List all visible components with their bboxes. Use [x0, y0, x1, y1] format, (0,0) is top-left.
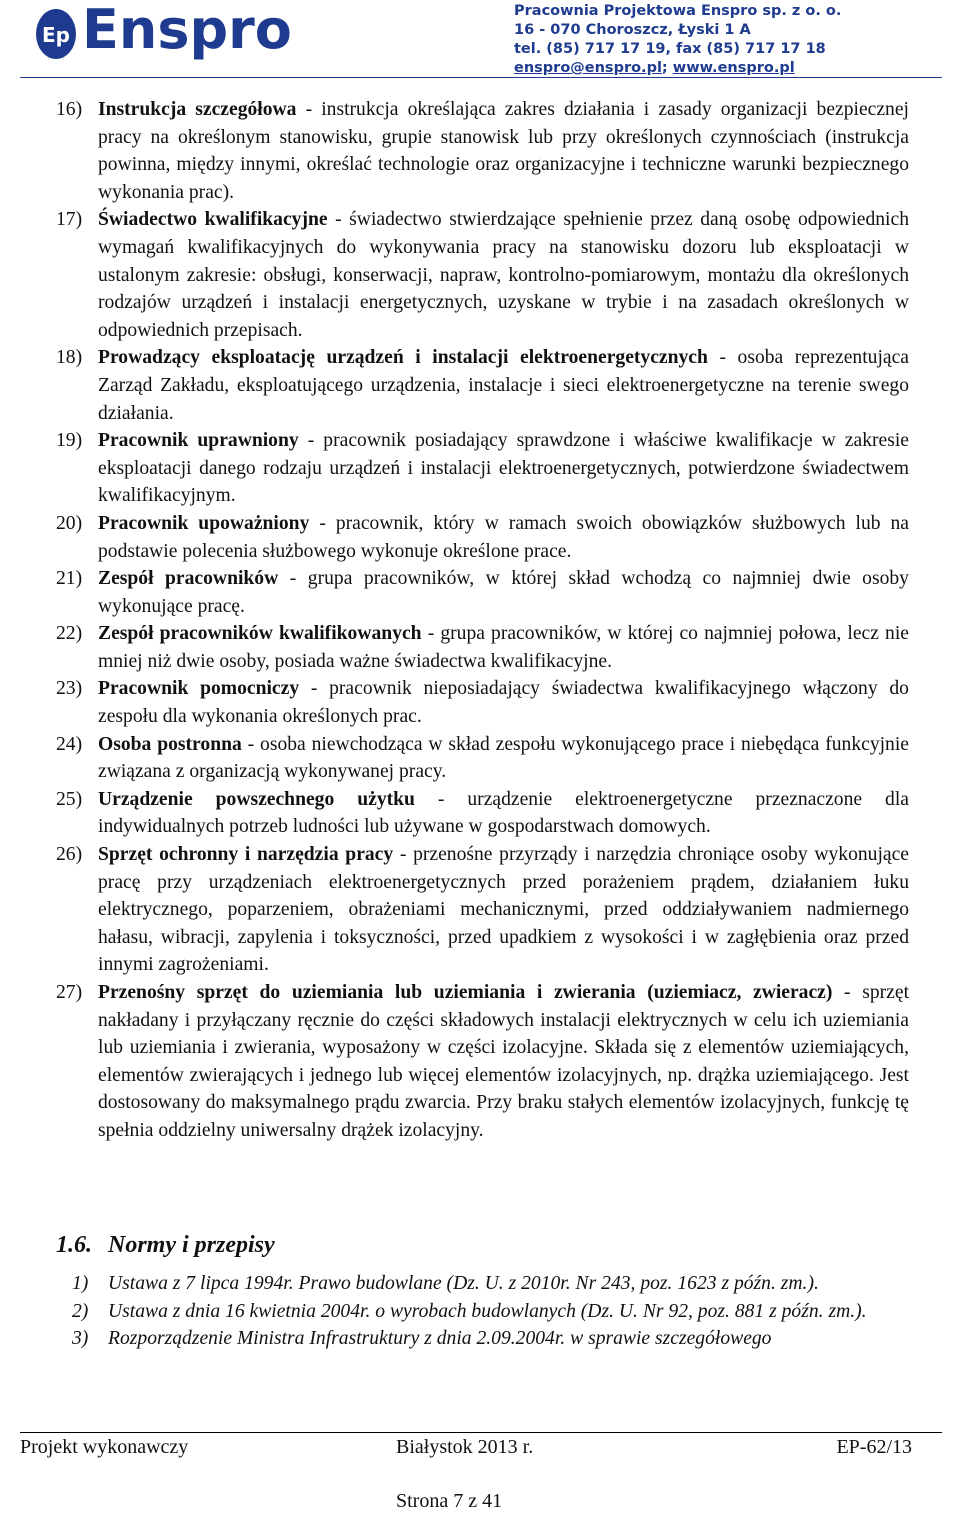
- definition-item: [56, 565, 909, 620]
- definition-number: 17): [56, 209, 83, 231]
- norm-text: Rozporządzenie Ministra Infrastruktury z dnia 2.09.2004r. w sprawie szczegółowego: [108, 1328, 772, 1350]
- definition-term: Instrukcja szczegółowa: [98, 99, 297, 120]
- definition-term: Zespół pracowników kwalifikowanych: [98, 623, 422, 645]
- email-link[interactable]: enspro@enspro.pl: [514, 60, 662, 76]
- company-address: 16 - 070 Choroszcz, Łyski 1 A: [514, 22, 751, 38]
- definition-number: 26): [56, 844, 83, 866]
- page-header: [0, 0, 960, 82]
- definition-text: - grupa pracowników, w której skład wchodzą co najmniej dwie osoby wykonujące pracę.: [98, 568, 909, 617]
- norm-number: 2): [72, 1300, 89, 1322]
- definition-term: Pracownik uprawniony: [98, 430, 299, 452]
- definition-term: Sprzęt ochronny i narzędzia pracy: [98, 844, 394, 866]
- logo-mark-icon: [32, 6, 82, 62]
- definition-item: [56, 344, 909, 427]
- definition-text: - świadectwo stwierdzające spełnienie przez daną osobę odpowiednich wymagań kwalifikacyjnych do wykonywania pracy na stanowisku dozoru lub eksploatacji w ustalonym zakresie: obsługi, konserwacji, napraw, kontrolno-pomiarowym, montażu dla określonych rodzajów urządzeń i instalacji energetycznych, uzyskane w trybie i na zasadach określonych w odpowiednich przepisach.: [98, 209, 909, 341]
- definition-number: 25): [56, 788, 83, 810]
- definition-text: - osoba reprezentująca Zarząd Zakładu, eksploatującego urządzenia, instalacje i sieci elektroenergetyczne na terenie swego działania.: [98, 347, 909, 424]
- definition-number: 21): [56, 568, 83, 590]
- section-number: 1.6.: [56, 1232, 92, 1258]
- definition-item: [56, 427, 909, 510]
- definition-item: [56, 841, 909, 979]
- definition-text: - sprzęt nakładany i przyłączany ręcznie do części składowych instalacji elektrycznych w celu ich uziemiania lub uziemiania i zwierania, wyposażony w części izolacyjne. Składa się z elementów uziemiających, elementów zwierających i jednego lub więcej elementów izolacyjnych, np. drążka uziemiającego. Jest dostosowany do maksymalnego prądu zwarcia. Przy braku stałych elementów izolacyjnych, funkcję tę spełnia oddzielny uniwersalny drążek izolacyjny.: [98, 982, 910, 1141]
- website-link[interactable]: www.enspro.pl: [672, 60, 795, 76]
- definition-text: - osoba niewchodząca w skład zespołu wykonującego prace i niebędąca funkcyjnie związana z organizacją wykonywanej pracy.: [98, 733, 909, 783]
- page-number: Strona 7 z 41: [396, 1490, 503, 1512]
- page-footer: [20, 1436, 912, 1468]
- norm-text: Ustawa z dnia 16 kwietnia 2004r. o wyrobach budowlanych (Dz. U. Nr 92, poz. 881 z późn. zm.).: [108, 1300, 867, 1322]
- definition-item: [56, 675, 909, 730]
- logo-text: Enspro: [82, 0, 292, 61]
- definition-text: - grupa pracowników, w której co najmniej połowa, lecz nie mniej niż dwie osoby, posiada ważne świadectwa kwalifikacyjne.: [98, 623, 909, 672]
- definition-text: - przenośne przyrządy i narzędzia chroniące osoby wykonujące pracę przy urządzeniach elektroenergetycznych przed porażeniem prądem, działaniem łuku elektrycznego, poparzeniem, obrażeniami mechanicznymi, przed oddziaływaniem nadmiernego hałasu, wibracji, zapylenia i toksyczności, przed upadkiem z wysokości i w zagłębienia oraz przed innymi zagrożeniami.: [98, 844, 909, 976]
- company-info: [514, 2, 841, 78]
- definition-number: 24): [56, 733, 83, 755]
- definition-term: Świadectwo kwalifikacyjne: [98, 209, 328, 231]
- norms-list: [72, 1270, 910, 1353]
- definition-text: - urządzenie elektroenergetyczne przeznaczone dla indywidualnych potrzeb ludności lub używane w gospodarstwach domowych.: [98, 788, 909, 838]
- section-title: Normy i przepisy: [108, 1232, 275, 1258]
- norm-number: 3): [72, 1328, 89, 1350]
- company-phone: tel. (85) 717 17 19, fax (85) 717 17 18: [514, 41, 826, 57]
- footer-divider: [20, 1432, 942, 1433]
- definition-item: [56, 96, 909, 206]
- definition-text: - pracownik nieposiadający świadectwa kwalifikacyjnego włączony do zespołu dla wykonania określonych prac.: [98, 678, 909, 728]
- definition-item: [56, 510, 909, 565]
- definition-number: 18): [56, 347, 83, 369]
- definition-item: [56, 979, 909, 1145]
- company-contacts: [514, 59, 841, 78]
- definition-number: 19): [56, 430, 83, 452]
- definition-term: Pracownik upoważniony: [98, 512, 310, 534]
- definition-item: [56, 206, 909, 344]
- footer-project-type: Projekt wykonawczy: [20, 1436, 189, 1458]
- header-divider: [20, 77, 942, 78]
- norm-text: Ustawa z 7 lipca 1994r. Prawo budowlane (Dz. U. z 2010r. Nr 243, poz. 1623 z późn. zm.).: [108, 1273, 819, 1294]
- logo-mark-text: Ep: [42, 23, 70, 47]
- definition-number: 20): [56, 512, 83, 534]
- definition-term: Pracownik pomocniczy: [98, 678, 300, 700]
- definition-number: 16): [56, 99, 83, 120]
- definition-term: Urządzenie powszechnego użytku: [98, 788, 415, 810]
- definition-item: [56, 786, 909, 841]
- definition-item: [56, 731, 909, 786]
- section-heading: [56, 1232, 275, 1259]
- definition-text: - instrukcja określająca zakres działania i zasady organizacji bezpiecznej pracy na określonym stanowisku, grupie stanowisk lub przy określonych czynnościach (instrukcja powinna, między innymi, określać technologie oraz organizacyjne i techniczne warunki bezpiecznego wykonania prac).: [98, 99, 909, 203]
- definitions-list: [56, 96, 909, 1145]
- definition-number: 23): [56, 678, 83, 700]
- footer-place-date: Białystok 2013 r.: [396, 1436, 534, 1458]
- definition-text: - pracownik, który w ramach swoich obowiązków służbowych lub na podstawie polecenia służbowego wykonuje określone prace.: [98, 512, 909, 562]
- definition-term: Prowadzący eksploatację urządzeń i instalacji elektroenergetycznych: [98, 347, 708, 369]
- enspro-logo: [32, 0, 292, 66]
- definition-term: Osoba postronna: [98, 733, 242, 755]
- norm-item: [72, 1270, 910, 1298]
- norm-item: [72, 1325, 910, 1353]
- footer-doc-number: EP-62/13: [836, 1436, 912, 1458]
- definition-number: 22): [56, 623, 83, 645]
- norm-item: [72, 1298, 910, 1326]
- norm-number: 1): [72, 1273, 89, 1294]
- contact-separator: ;: [661, 60, 668, 76]
- definition-term: Przenośny sprzęt do uziemiania lub uziemiania i zwierania (uziemiacz, zwieracz): [98, 982, 833, 1003]
- company-name: Pracownia Projektowa Enspro sp. z o. o.: [514, 3, 842, 19]
- definition-term: Zespół pracowników: [98, 568, 279, 590]
- definition-item: [56, 620, 909, 675]
- definition-number: 27): [56, 982, 83, 1003]
- definition-text: - pracownik posiadający sprawdzone i właściwe kwalifikacje w zakresie eksploatacji danego rodzaju urządzeń i instalacji elektroenergetycznych, potwierdzone świadectwem kwalifikacyjnym.: [98, 430, 909, 507]
